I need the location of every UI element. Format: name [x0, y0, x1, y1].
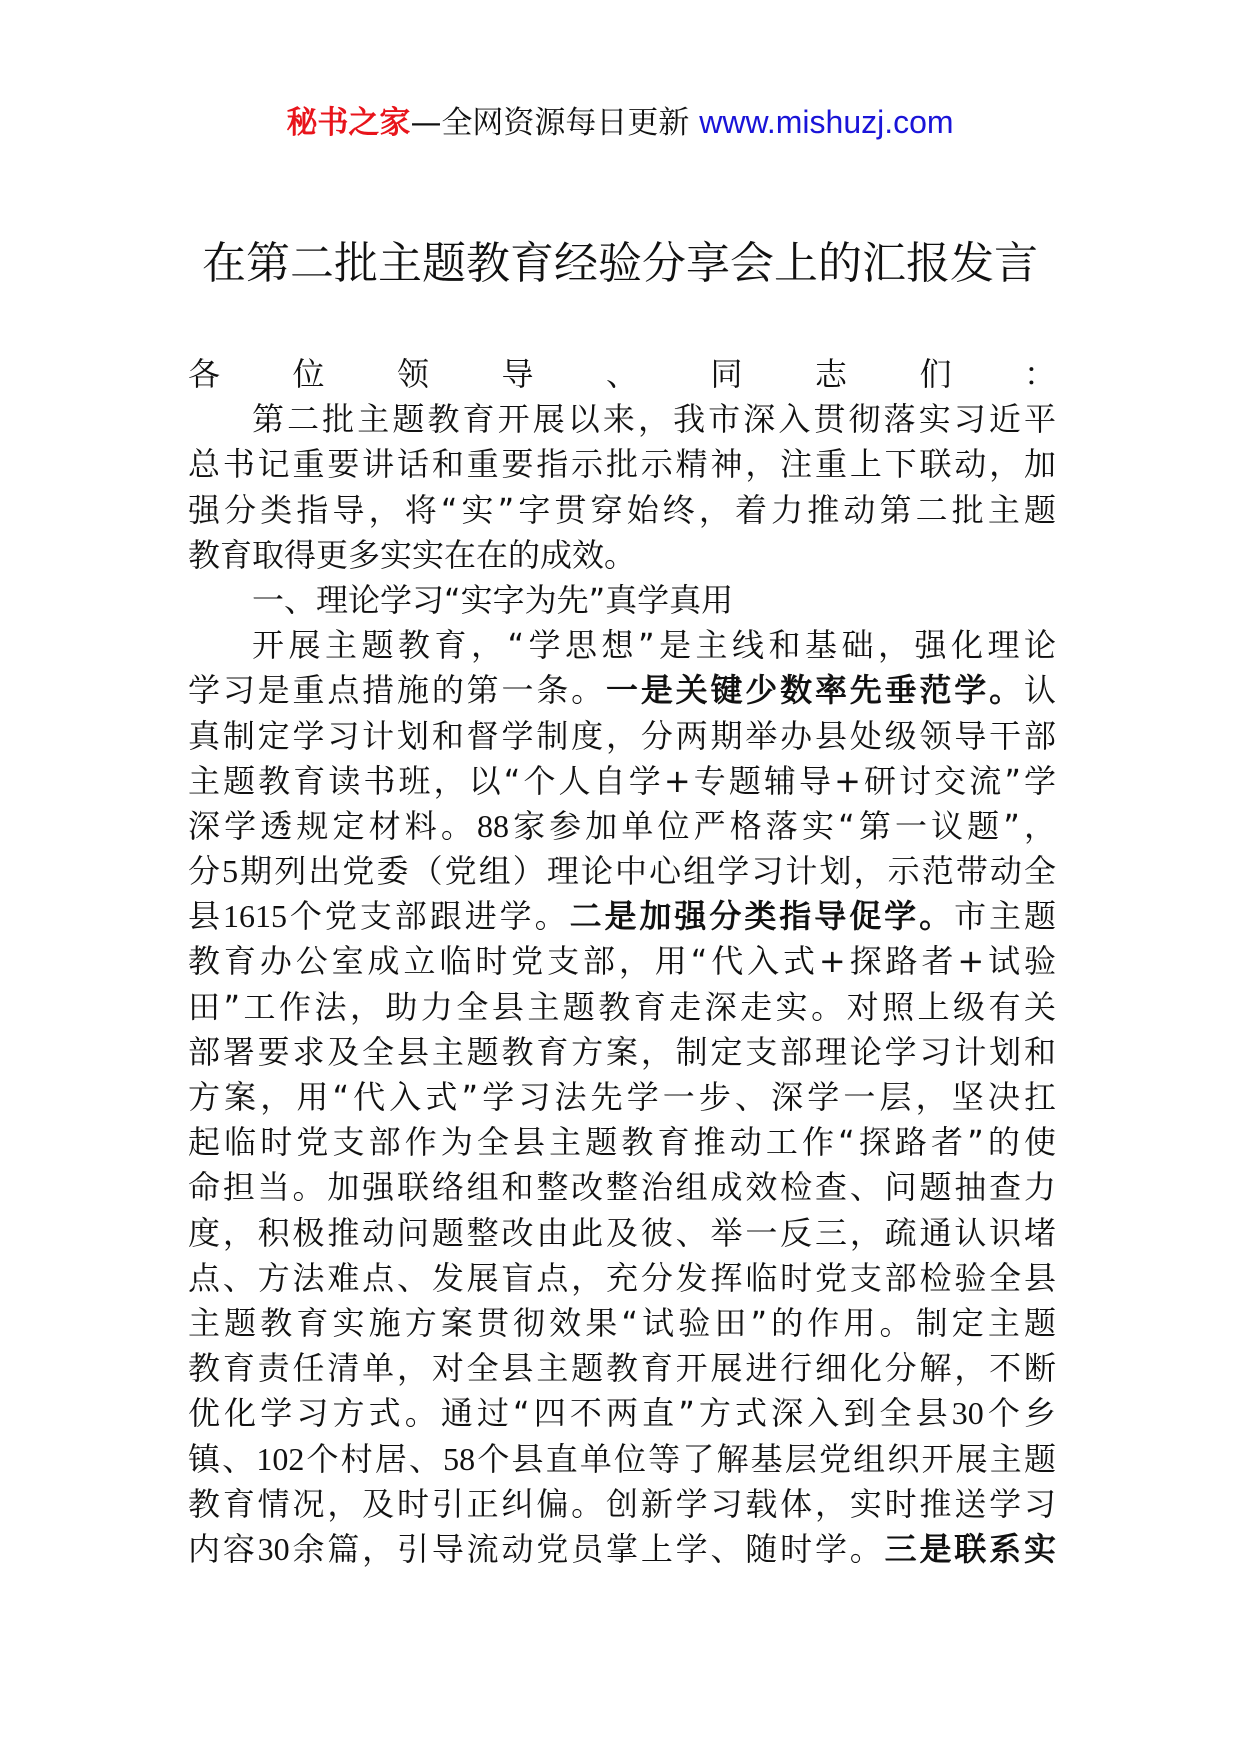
- section-heading: [188, 578, 1056, 623]
- paragraph-line: [188, 804, 1056, 849]
- paragraph-line: [188, 939, 1056, 984]
- text-run: 部署要求及全县主题教育方案，制定支部理论学习计划和: [188, 1032, 1056, 1071]
- text-run: 优化学习方式。通过“四不两直”方式深入到全县: [188, 1394, 952, 1433]
- salutation-line: [188, 352, 1056, 397]
- text-run: 5: [222, 853, 239, 890]
- text-run: 市主题: [954, 897, 1056, 936]
- paragraph-line: [188, 1527, 1056, 1572]
- text-run: 主题教育实施方案贯彻效果“试验田”的作用。制定主题: [188, 1303, 1056, 1342]
- text-run: 一、理论学习“实字为先”真学真用: [252, 580, 734, 619]
- text-run: 真制定学习计划和督学制度，分两期举办县处级领导干部: [188, 716, 1056, 755]
- text-run: 30: [951, 1395, 984, 1432]
- document-title: 在第二批主题教育经验分享会上的汇报发言: [202, 238, 1038, 289]
- paragraph-line: [188, 1120, 1056, 1165]
- text-run: 教育责任清单，对全县主题教育开展进行细化分解，不断: [188, 1349, 1056, 1388]
- text-run: 内容: [188, 1529, 258, 1568]
- paragraph-line: [188, 714, 1056, 759]
- text-run: 88: [476, 807, 509, 844]
- text-run: 点、方法难点、发展盲点，充分发挥临时党支部检验全县: [188, 1258, 1056, 1297]
- paragraph-line: [188, 442, 1056, 487]
- paragraph-line: [188, 1482, 1056, 1527]
- paragraph-line: [188, 623, 1056, 668]
- site-brand: 秘书之家: [286, 105, 411, 141]
- text-run: 总书记重要讲话和重要指示批示精神，注重上下联动，加: [188, 445, 1056, 484]
- text-run: 教育办公室成立临时党支部，用“代入式+探路者+试验: [188, 942, 1056, 981]
- paragraph-line: [188, 894, 1056, 939]
- paragraph-line: [188, 397, 1056, 442]
- site-url-link[interactable]: www.mishuzj.com: [699, 104, 954, 140]
- text-run: 命担当。加强联络组和整改整治组成效检查、问题抽查力: [188, 1168, 1056, 1207]
- text-run: 30: [257, 1530, 290, 1567]
- text-run: 期列出党委（党组）理论中心组学习计划，示范带动全: [238, 852, 1056, 891]
- text-run: 分: [188, 852, 223, 891]
- paragraph-line: [188, 849, 1056, 894]
- paragraph-line: [188, 533, 1056, 578]
- site-header: [0, 102, 1240, 143]
- paragraph-line: [188, 985, 1056, 1030]
- paragraph-line: [188, 1437, 1056, 1482]
- text-run: 教育情况，及时引正纠偏。创新学习载体，实时推送学习: [188, 1484, 1056, 1523]
- text-run: 个村居、: [304, 1439, 444, 1478]
- paragraph-line: [188, 1165, 1056, 1210]
- text-run: 102: [256, 1440, 305, 1477]
- text-run: 深学透规定材料。: [188, 806, 477, 845]
- text-run: 余篇，引导流动党员掌上学、随时学。: [289, 1529, 885, 1568]
- paragraph-line: [188, 1075, 1056, 1120]
- text-run: 58: [443, 1440, 476, 1477]
- text-run: 认: [1023, 671, 1056, 710]
- text-run: 方案，用“代入式”学习法先学一步、深学一层，坚决扛: [188, 1078, 1056, 1116]
- paragraph-line: [188, 1256, 1056, 1301]
- text-run: 个党支部跟进学。: [286, 897, 570, 936]
- bold-subheading: 一是关键少数率先垂范学。: [605, 671, 1024, 710]
- text-run: 个县直单位等了解基层党组织开展主题: [475, 1439, 1056, 1478]
- text-run: 度，积极推动问题整改由此及彼、举一反三，疏通认识堵: [188, 1213, 1056, 1252]
- text-run: 起临时党支部作为全县主题教育推动工作“探路者”的使: [188, 1123, 1056, 1162]
- text-run: 第二批主题教育开展以来，我市深入贯彻落实习近平: [252, 400, 1056, 439]
- text-run: 学习是重点措施的第一条。: [188, 671, 606, 710]
- paragraph-line: [188, 1211, 1056, 1256]
- text-run: 强分类指导，将“实”字贯穿始终，着力推动第二批主题: [188, 490, 1056, 529]
- paragraph-line: [188, 1391, 1056, 1436]
- text-run: 镇、: [188, 1439, 257, 1478]
- bold-subheading: 二是加强分类指导促学。: [569, 897, 955, 936]
- text-run: 家参加单位严格落实“第一议题”，: [508, 806, 1056, 845]
- paragraph-line: [188, 1030, 1056, 1075]
- text-run: 个乡: [983, 1394, 1056, 1433]
- text-run: 田”工作法，助力全县主题教育走深走实。对照上级有关: [188, 987, 1056, 1026]
- text-run: 开展主题教育，“学思想”是主线和基础，强化理论: [252, 626, 1056, 665]
- site-tagline: —全网资源每日更新: [410, 105, 700, 141]
- paragraph-line: [188, 488, 1056, 533]
- text-run: 1615: [222, 898, 287, 935]
- paragraph-line: [188, 759, 1056, 804]
- paragraph-line: [188, 668, 1056, 713]
- text-run: 县: [188, 897, 223, 936]
- paragraph-line: [188, 1346, 1056, 1391]
- text-run: 各位领导、同志们：: [188, 355, 1056, 393]
- bold-subheading: 三是联系实: [884, 1529, 1056, 1568]
- paragraph-line: [188, 1301, 1056, 1346]
- document-body: [188, 352, 1056, 1572]
- text-run: 教育取得更多实实在在的成效。: [188, 535, 637, 574]
- text-run: 主题教育读书班，以“个人自学+专题辅导+研讨交流”学: [188, 761, 1056, 800]
